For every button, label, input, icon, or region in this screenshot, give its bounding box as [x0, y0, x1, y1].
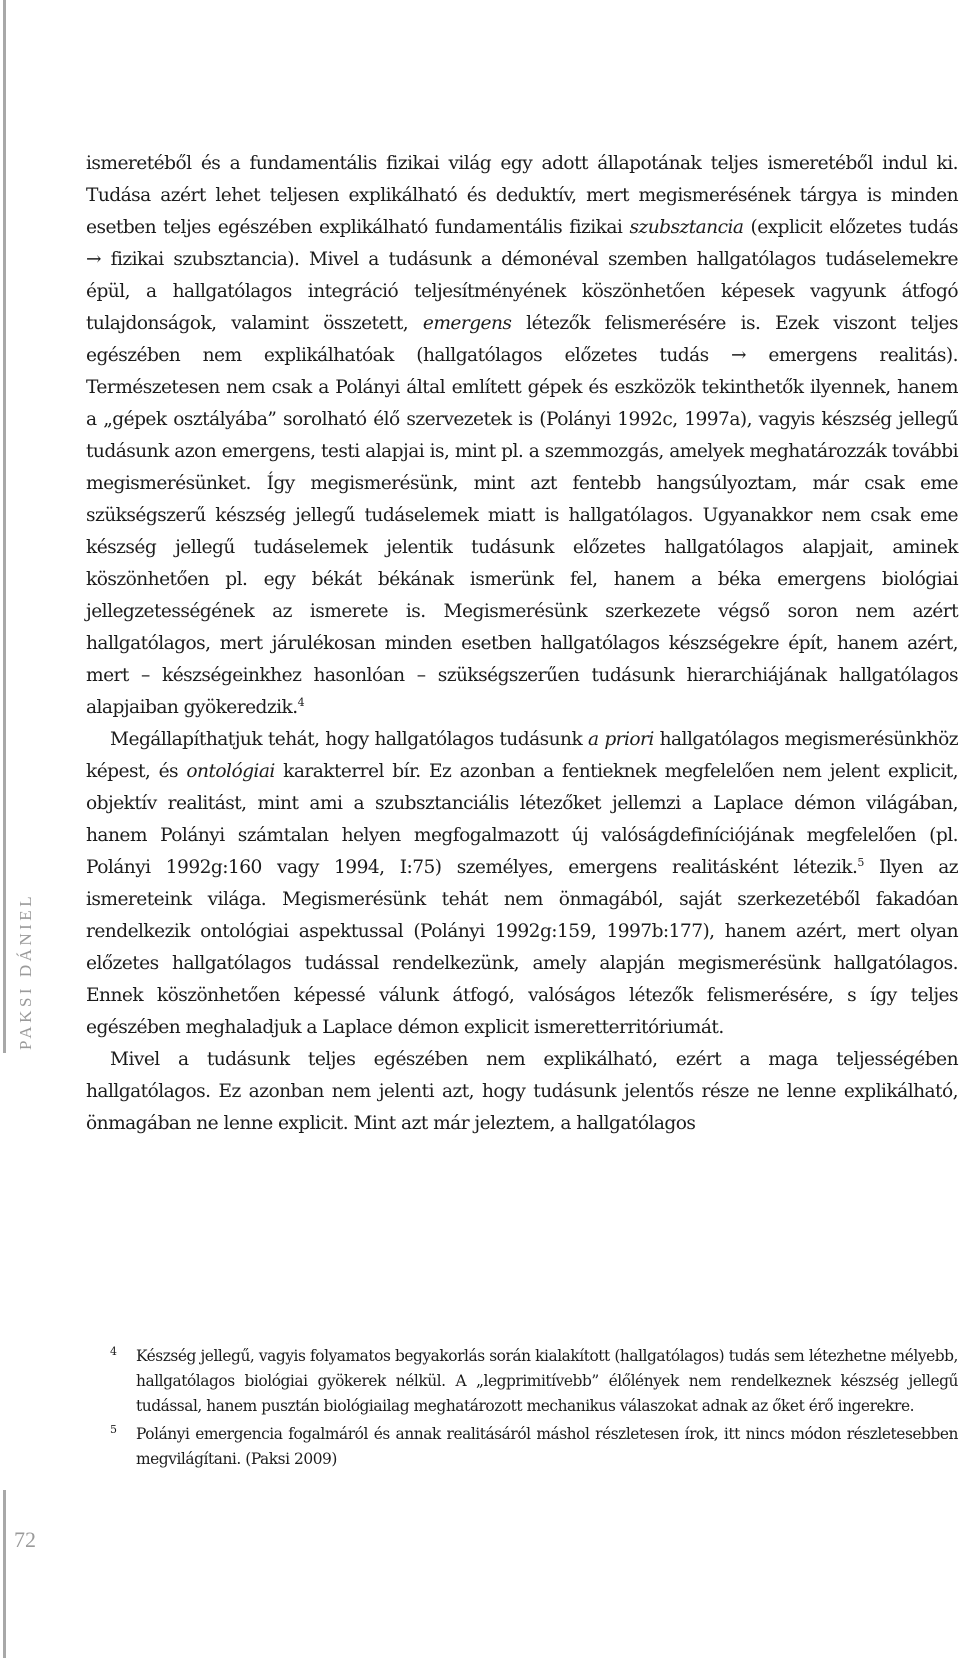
paragraph-1-text-b: (explicit előzetes tudás → fizikai szubsztancia). Mivel a tudásunk a démonéval szemben hallgatólagos tudáselemekre épül, a hallgatólagos integráció teljesítményének köszönhetően képesek vagyunk átfogó tulajdonságok, valamint összetett, — [86, 217, 959, 334]
footnote-ref-5: 5 — [857, 856, 864, 869]
footnote-5 — [110, 1422, 958, 1472]
footnote-5-text: Polányi emergencia fogalmáról és annak realitásáról máshol részletesen írok, itt nincs módon részletesebben megvilágítani. (Paksi 2009) — [136, 1425, 958, 1468]
page-number: 72 — [14, 1527, 36, 1552]
body-text — [86, 148, 958, 1140]
paragraph-2-text-d: Ilyen az ismereteink világa. Megismerésünk tehát nem önmagából, saját szerkezetéből fakadóan rendelkezik ontológiai aspektussal (Polányi 1992g:159, 1997b:177), hanem azért, mert olyan előzetes hallgatólagos tudással rendelkezünk, amely alapján megismerésünk hallgatólagos. Ennek köszönhetően képessé válunk átfogó, valóságos létezők felismerésére, s így teljes egészében meghaladjuk a Laplace démon explicit ismeretterritóriumát. — [86, 857, 958, 1038]
paragraph-1-text-c: létezők felismerésére is. Ezek viszont teljes egészében nem explikálhatóak (hallgatólagos előzetes tudás → emergens realitás). Természetesen nem csak a Polányi által említett gépek és eszközök tekinthetők ilyennek, hanem a „gépek osztályába” sorolható élő szervezetek is (Polányi 1992c, 1997a), vagyis készség jellegű tudásunk azon emergens, testi alapjai is, mint pl. a szemmozgás, amelyek meghatározzák további megismerésünket. Így megismerésünk, mint azt fentebb hangsúlyoztam, már csak eme szükségszerű készség jellegű tudáselemek miatt is hallgatólagos. Ugyanakkor nem csak eme készség jellegű tudáselemek jelentik tudásunk előzetes hallgatólagos alapjait, aminek köszönhetően pl. egy békát békának ismerünk fel, hanem a béka emergens biológiai jellegzetességének az ismerete is. Megismerésünk szerkezete végső soron nem azért hallgatólagos, mert járulékosan minden esetben hallgatólagos készségekre épít, hanem azért, mert – készségeinkhez hasonlóan – szükségszerűen tudásunk hierarchiájának hallgatólagos alapjaiban gyökeredzik. — [86, 313, 958, 718]
paragraph-2-emphasis-b: ontológiai — [186, 761, 275, 782]
footnote-ref-4: 4 — [297, 696, 305, 709]
margin-rule-top — [3, 0, 6, 1053]
margin-rule-bottom — [3, 1490, 6, 1658]
footnote-4 — [110, 1344, 958, 1419]
footnote-4-text: Készség jellegű, vagyis folyamatos begyakorlás során kialakított (hallgatólagos) tudás sem létezhetne mélyebb, hallgatólagos biológiai gyökerek nélkül. A „legprimitívebb” élőlények nem rendelkeznek készség jellegű tudással, hanem pusztán biológiailag meghatározott mechanikus válaszokat adnak az őket érő ingerekre. — [136, 1347, 958, 1415]
paragraph-1-emphasis-b: emergens — [422, 313, 512, 334]
paragraph-2-emphasis-a: a priori — [587, 729, 654, 750]
paragraph-1-text-a: ismeretéből és a fundamentális fizikai világ egy adott állapotának teljes ismeretéből indul ki. Tudása azért lehet teljesen explikálható és deduktív, mert megismerésének tárgya is minden esetben teljes egészében explikálható fundamentális fizikai — [86, 153, 958, 238]
footnote-4-number: 4 — [110, 1345, 117, 1358]
paragraph-2-text-b: hallgatólagos megismerésünkhöz képest, és — [86, 729, 958, 782]
paragraph-2 — [86, 724, 958, 1044]
paragraph-1-emphasis-a: szubsztancia — [629, 217, 744, 238]
paragraph-1 — [86, 148, 958, 724]
paragraph-3: Mivel a tudásunk teljes egészében nem explikálható, ezért a maga teljességében hallgatólagos. Ez azonban nem jelenti azt, hogy tudásunk jelentős része ne lenne explikálható, önmagában ne lenne explicit. Mint azt már jeleztem, a hallgatólagos — [86, 1049, 958, 1134]
footnotes — [110, 1344, 958, 1475]
paragraph-2-text-a: Megállapíthatjuk tehát, hogy hallgatólagos tudásunk — [110, 729, 588, 750]
running-head-author: PAKSI DÁNIEL — [16, 892, 35, 1050]
paragraph-2-text-c: karakterrel bír. Ez azonban a fentieknek megfelelően nem jelent explicit, objektív realitást, mint ami a szubsztanciális létezőket jellemzi a Laplace démon világában, hanem Polányi számtalan helyen megfogalmazott új valóságdefiníciójának megfelelően (pl. Polányi 1992g:160 vagy 1994, I:75) személyes, emergens realitásként létezik. — [86, 761, 959, 878]
footnote-5-number: 5 — [110, 1423, 117, 1436]
